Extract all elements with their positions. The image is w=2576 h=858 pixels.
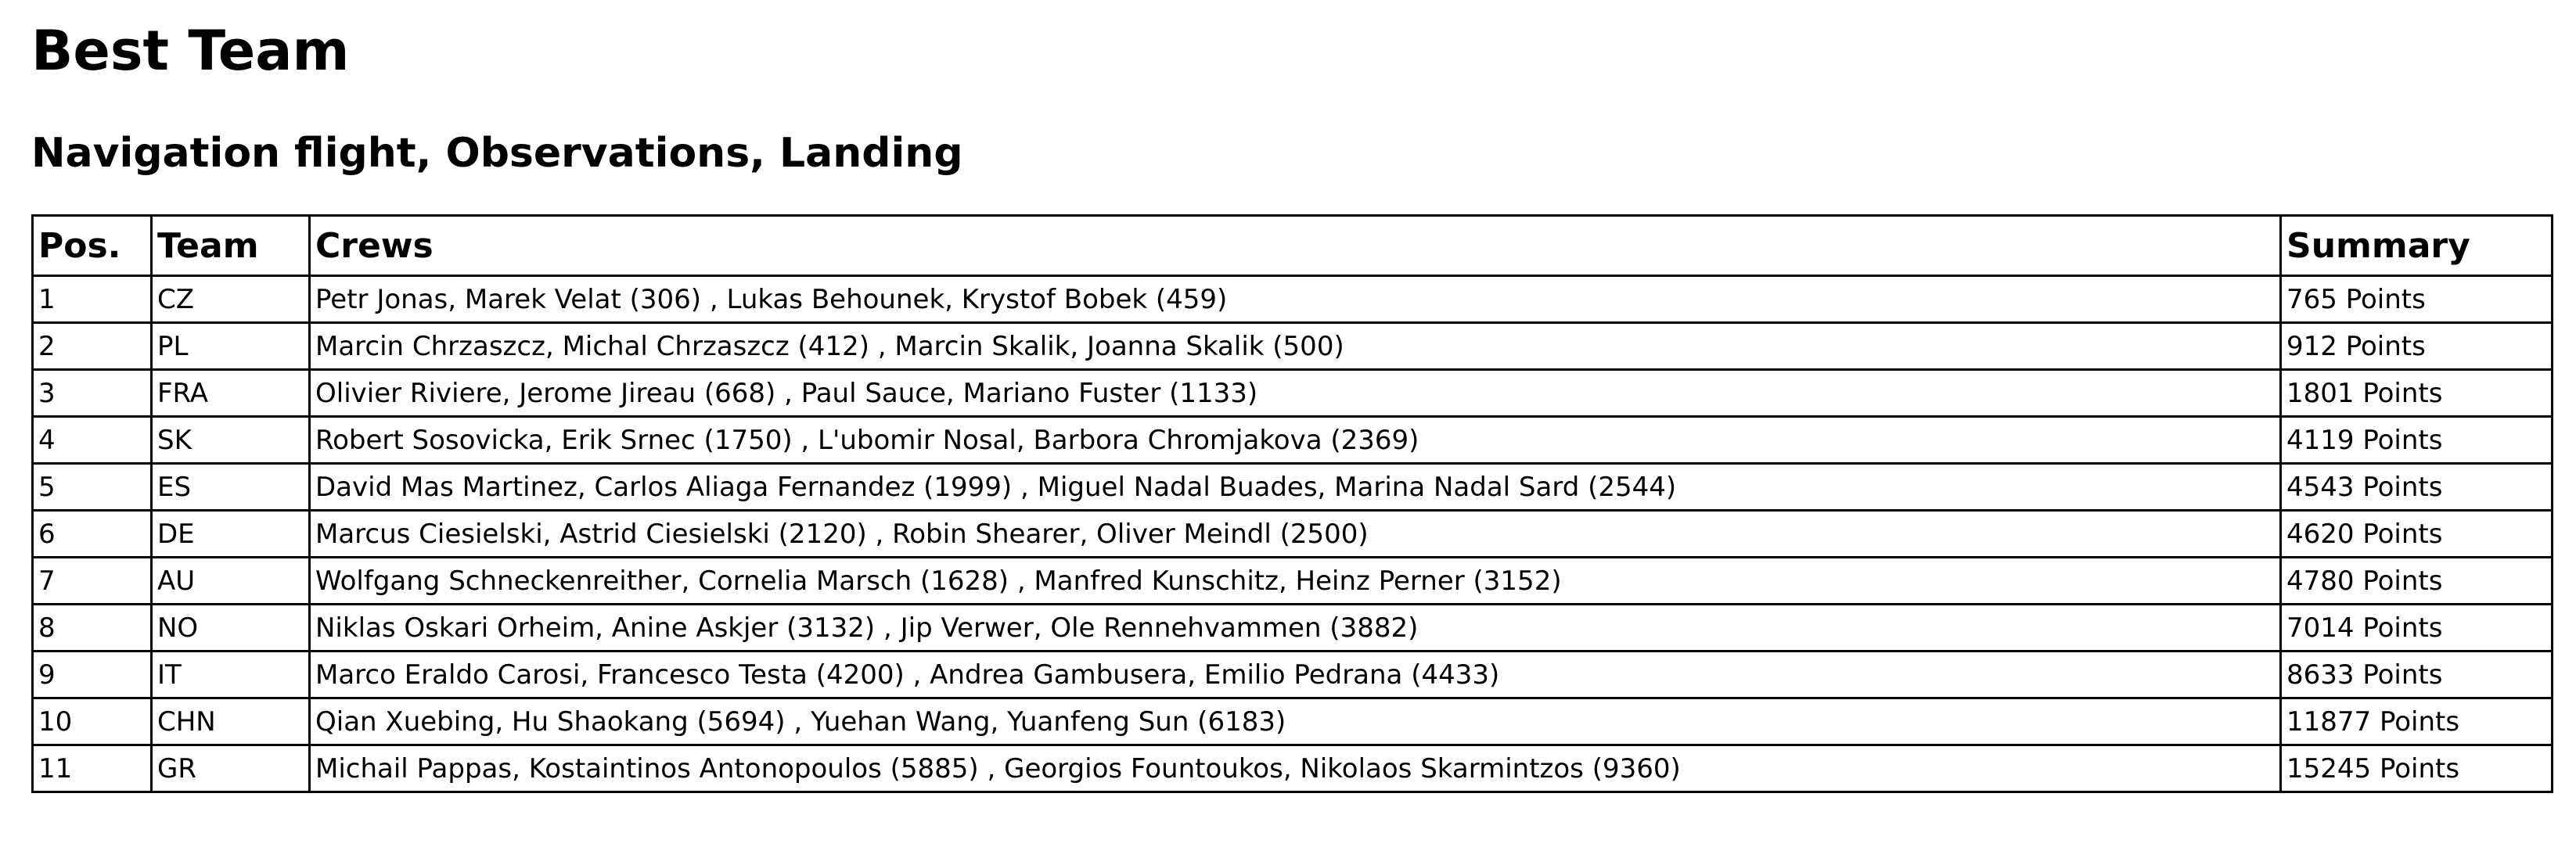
header-team: Team: [152, 216, 310, 276]
cell-team: GR: [152, 745, 310, 792]
table-row: [33, 698, 2553, 745]
cell-pos: 8: [33, 605, 152, 652]
cell-pos: 11: [33, 745, 152, 792]
cell-summary: 4543 Points: [2281, 464, 2553, 511]
cell-summary: 4780 Points: [2281, 558, 2553, 605]
cell-team: AU: [152, 558, 310, 605]
cell-team: FRA: [152, 370, 310, 417]
table-row: [33, 464, 2553, 511]
cell-crews: Marcin Chrzaszcz, Michal Chrzaszcz (412) , Marcin Skalik, Joanna Skalik (500): [310, 323, 2281, 370]
table-row: [33, 323, 2553, 370]
cell-team: CZ: [152, 276, 310, 323]
header-pos: Pos.: [33, 216, 152, 276]
cell-summary: 4620 Points: [2281, 511, 2553, 558]
results-table: [31, 214, 2553, 793]
table-row: [33, 511, 2553, 558]
cell-pos: 6: [33, 511, 152, 558]
cell-crews: Olivier Riviere, Jerome Jireau (668) , Paul Sauce, Mariano Fuster (1133): [310, 370, 2281, 417]
table-row: [33, 652, 2553, 698]
cell-team: ES: [152, 464, 310, 511]
cell-team: DE: [152, 511, 310, 558]
cell-summary: 11877 Points: [2281, 698, 2553, 745]
cell-team: SK: [152, 417, 310, 464]
cell-summary: 765 Points: [2281, 276, 2553, 323]
cell-summary: 912 Points: [2281, 323, 2553, 370]
cell-team: NO: [152, 605, 310, 652]
cell-crews: Robert Sosovicka, Erik Srnec (1750) , L'ubomir Nosal, Barbora Chromjakova (2369): [310, 417, 2281, 464]
cell-summary: 8633 Points: [2281, 652, 2553, 698]
cell-team: IT: [152, 652, 310, 698]
cell-summary: 4119 Points: [2281, 417, 2553, 464]
table-row: [33, 370, 2553, 417]
cell-pos: 3: [33, 370, 152, 417]
cell-summary: 15245 Points: [2281, 745, 2553, 792]
cell-pos: 2: [33, 323, 152, 370]
cell-pos: 10: [33, 698, 152, 745]
cell-team: PL: [152, 323, 310, 370]
table-row: [33, 276, 2553, 323]
header-summary: Summary: [2281, 216, 2553, 276]
cell-team: CHN: [152, 698, 310, 745]
cell-pos: 1: [33, 276, 152, 323]
cell-pos: 4: [33, 417, 152, 464]
cell-pos: 9: [33, 652, 152, 698]
cell-crews: Niklas Oskari Orheim, Anine Askjer (3132) , Jip Verwer, Ole Rennehvammen (3882): [310, 605, 2281, 652]
table-row: [33, 605, 2553, 652]
cell-summary: 1801 Points: [2281, 370, 2553, 417]
table-header-row: [33, 216, 2553, 276]
cell-pos: 7: [33, 558, 152, 605]
cell-crews: Marco Eraldo Carosi, Francesco Testa (4200) , Andrea Gambusera, Emilio Pedrana (4433): [310, 652, 2281, 698]
cell-pos: 5: [33, 464, 152, 511]
cell-crews: Michail Pappas, Kostaintinos Antonopoulos (5885) , Georgios Fountoukos, Nikolaos Skarmintzos (9360): [310, 745, 2281, 792]
page-title: Best Team: [31, 19, 350, 83]
cell-summary: 7014 Points: [2281, 605, 2553, 652]
table-row: [33, 558, 2553, 605]
page-subtitle: Navigation flight, Observations, Landing: [31, 130, 963, 177]
table-row: [33, 745, 2553, 792]
cell-crews: Petr Jonas, Marek Velat (306) , Lukas Behounek, Krystof Bobek (459): [310, 276, 2281, 323]
cell-crews: Qian Xuebing, Hu Shaokang (5694) , Yuehan Wang, Yuanfeng Sun (6183): [310, 698, 2281, 745]
cell-crews: Wolfgang Schneckenreither, Cornelia Marsch (1628) , Manfred Kunschitz, Heinz Perner (3152): [310, 558, 2281, 605]
table-row: [33, 417, 2553, 464]
cell-crews: David Mas Martinez, Carlos Aliaga Fernandez (1999) , Miguel Nadal Buades, Marina Nadal Sard (2544): [310, 464, 2281, 511]
header-crews: Crews: [310, 216, 2281, 276]
cell-crews: Marcus Ciesielski, Astrid Ciesielski (2120) , Robin Shearer, Oliver Meindl (2500): [310, 511, 2281, 558]
